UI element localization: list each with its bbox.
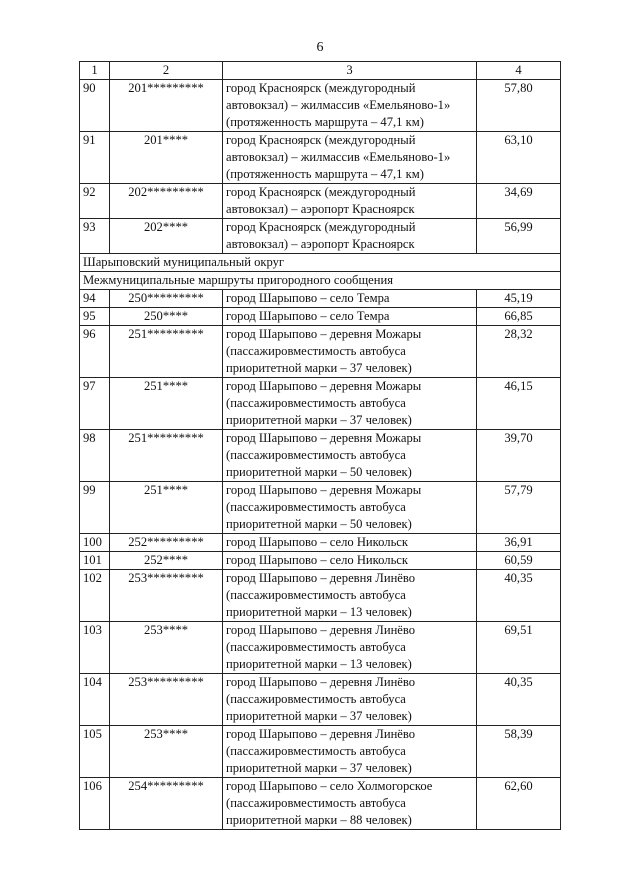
route-code: 201****: [110, 132, 223, 184]
table-row: [80, 132, 561, 184]
column-header-1: 1: [80, 62, 110, 80]
tariff-value: 39,70: [477, 430, 561, 482]
header-row: [80, 62, 561, 80]
tariff-value: 45,19: [477, 290, 561, 308]
route-code: 251*********: [110, 326, 223, 378]
route-number: 99: [80, 482, 110, 534]
tariff-value: 60,59: [477, 552, 561, 570]
route-code: 253*********: [110, 674, 223, 726]
route-description: город Красноярск (междугородный автовокзал) – жилмассив «Емельяново-1» (протяженность маршрута – 47,1 км): [223, 80, 477, 132]
route-code: 251****: [110, 378, 223, 430]
route-number: 95: [80, 308, 110, 326]
route-code: 250*********: [110, 290, 223, 308]
tariff-value: 56,99: [477, 219, 561, 254]
table-row: [80, 290, 561, 308]
route-description: город Шарыпово – деревня Можары (пассажировместимость автобуса приоритетной марки – 37 человек): [223, 326, 477, 378]
tariff-value: 58,39: [477, 726, 561, 778]
tariff-value: 28,32: [477, 326, 561, 378]
table-row: [80, 778, 561, 830]
route-number: 90: [80, 80, 110, 132]
route-number: 92: [80, 184, 110, 219]
route-code: 251****: [110, 482, 223, 534]
table-row: [80, 570, 561, 622]
tariff-value: 46,15: [477, 378, 561, 430]
route-description: город Шарыпово – деревня Линёво (пассажировместимость автобуса приоритетной марки – 13 человек): [223, 570, 477, 622]
table-row: [80, 326, 561, 378]
page-number: 6: [316, 40, 324, 55]
route-description: город Красноярск (междугородный автовокзал) – жилмассив «Емельяново-1» (протяженность маршрута – 47,1 км): [223, 132, 477, 184]
route-number: 93: [80, 219, 110, 254]
table-row: [80, 552, 561, 570]
route-code: 253****: [110, 622, 223, 674]
route-code: 202*********: [110, 184, 223, 219]
tariff-value: 66,85: [477, 308, 561, 326]
route-description: город Красноярск (междугородный автовокзал) – аэропорт Красноярск: [223, 219, 477, 254]
table-row: [80, 534, 561, 552]
table-row: [80, 219, 561, 254]
route-description: город Красноярск (междугородный автовокзал) – аэропорт Красноярск: [223, 184, 477, 219]
tariff-value: 40,35: [477, 674, 561, 726]
route-number: 97: [80, 378, 110, 430]
table-row: [80, 430, 561, 482]
table-row: [80, 184, 561, 219]
route-number: 106: [80, 778, 110, 830]
route-description: город Шарыпово – деревня Можары (пассажировместимость автобуса приоритетной марки – 50 человек): [223, 430, 477, 482]
tariff-table: [79, 61, 561, 830]
tariff-value: 63,10: [477, 132, 561, 184]
route-code: 250****: [110, 308, 223, 326]
table-row: [80, 622, 561, 674]
route-code: 251*********: [110, 430, 223, 482]
table-row: [80, 482, 561, 534]
route-description: город Шарыпово – село Темра: [223, 308, 477, 326]
route-number: 94: [80, 290, 110, 308]
route-number: 105: [80, 726, 110, 778]
route-code: 252****: [110, 552, 223, 570]
route-description: город Шарыпово – село Темра: [223, 290, 477, 308]
section-row: [80, 272, 561, 290]
table-row: [80, 726, 561, 778]
route-description: город Шарыпово – деревня Линёво (пассажировместимость автобуса приоритетной марки – 13 человек): [223, 622, 477, 674]
route-description: город Шарыпово – село Холмогорское (пассажировместимость автобуса приоритетной марки – 88 человек): [223, 778, 477, 830]
route-code: 253****: [110, 726, 223, 778]
column-header-4: 4: [477, 62, 561, 80]
route-description: город Шарыпово – село Никольск: [223, 552, 477, 570]
route-description: город Шарыпово – деревня Линёво (пассажировместимость автобуса приоритетной марки – 37 человек): [223, 726, 477, 778]
tariff-value: 62,60: [477, 778, 561, 830]
table-row: [80, 378, 561, 430]
route-description: город Шарыпово – село Никольск: [223, 534, 477, 552]
route-number: 91: [80, 132, 110, 184]
table-row: [80, 674, 561, 726]
tariff-value: 57,79: [477, 482, 561, 534]
route-code: 253*********: [110, 570, 223, 622]
table-row: [80, 80, 561, 132]
section-title: Межмуниципальные маршруты пригородного сообщения: [80, 272, 561, 290]
route-number: 96: [80, 326, 110, 378]
route-code: 252*********: [110, 534, 223, 552]
route-description: город Шарыпово – деревня Можары (пассажировместимость автобуса приоритетной марки – 50 человек): [223, 482, 477, 534]
tariff-value: 40,35: [477, 570, 561, 622]
column-header-3: 3: [223, 62, 477, 80]
route-description: город Шарыпово – деревня Линёво (пассажировместимость автобуса приоритетной марки – 37 человек): [223, 674, 477, 726]
route-number: 101: [80, 552, 110, 570]
section-row: [80, 254, 561, 272]
column-header-2: 2: [110, 62, 223, 80]
table-row: [80, 308, 561, 326]
route-number: 100: [80, 534, 110, 552]
tariff-value: 69,51: [477, 622, 561, 674]
tariff-value: 36,91: [477, 534, 561, 552]
route-number: 98: [80, 430, 110, 482]
route-description: город Шарыпово – деревня Можары (пассажировместимость автобуса приоритетной марки – 37 человек): [223, 378, 477, 430]
route-code: 254*********: [110, 778, 223, 830]
route-code: 202****: [110, 219, 223, 254]
tariff-value: 34,69: [477, 184, 561, 219]
route-code: 201*********: [110, 80, 223, 132]
route-number: 103: [80, 622, 110, 674]
section-title: Шарыповский муниципальный округ: [80, 254, 561, 272]
route-number: 102: [80, 570, 110, 622]
route-number: 104: [80, 674, 110, 726]
tariff-value: 57,80: [477, 80, 561, 132]
